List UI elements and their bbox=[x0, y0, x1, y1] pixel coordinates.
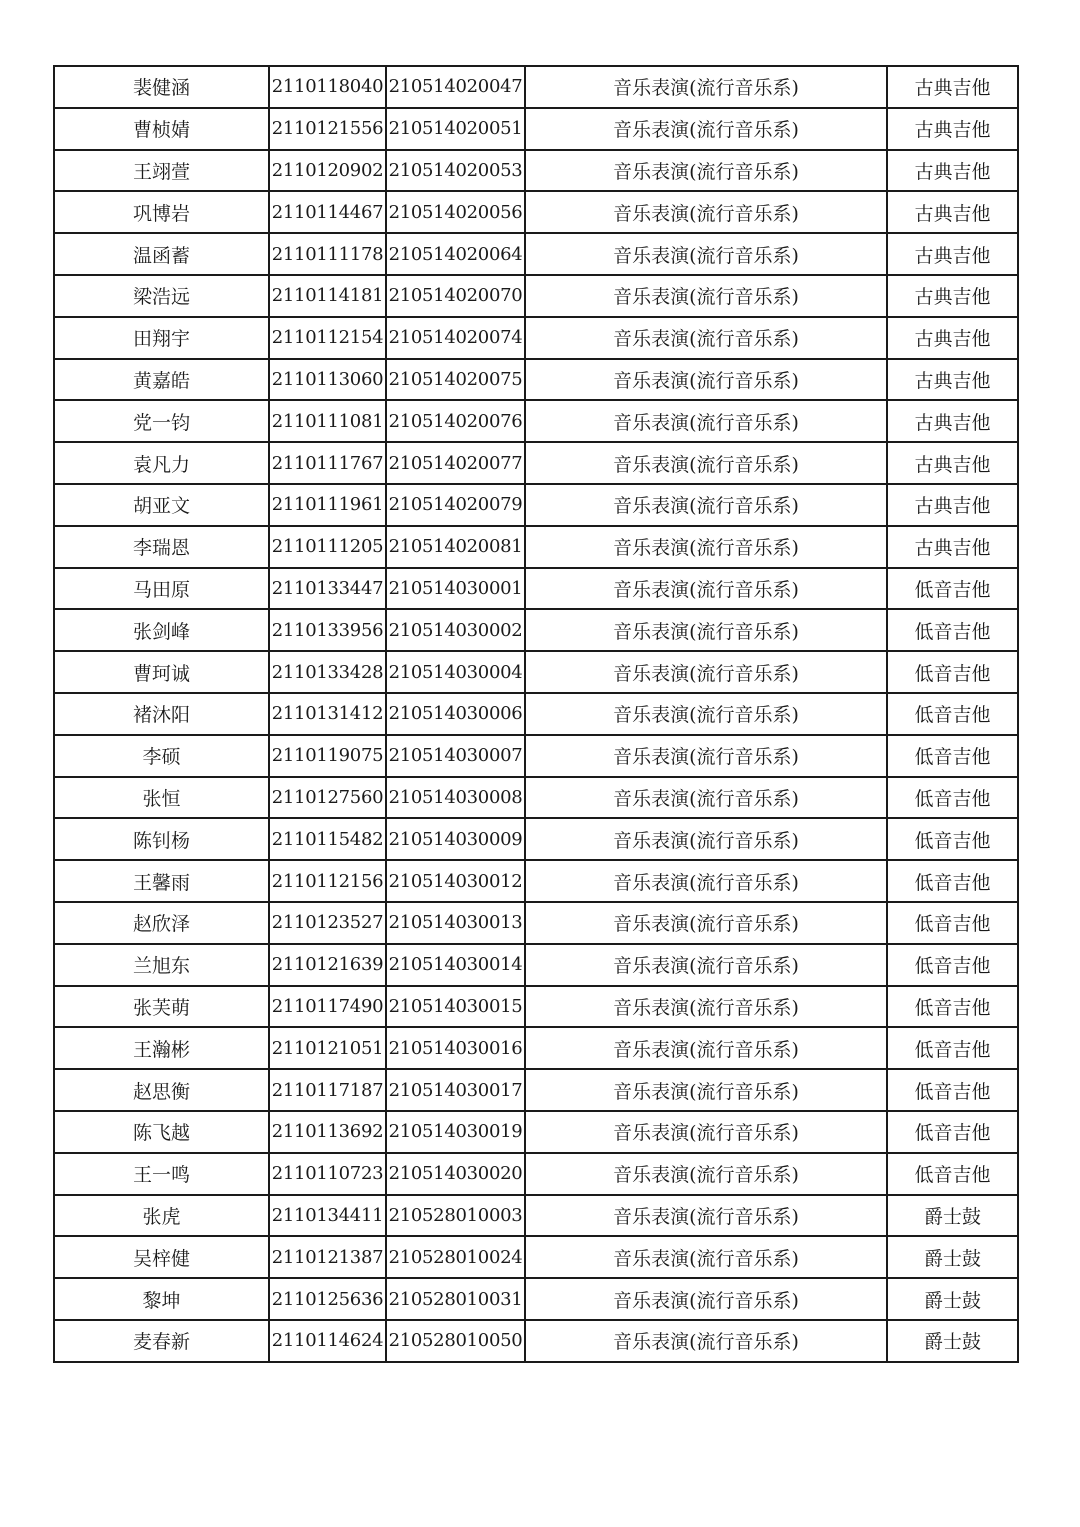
major-cell: 音乐表演(流行音乐系) bbox=[525, 1195, 887, 1237]
exam-id-cell: 2110114467 bbox=[269, 191, 386, 233]
name-cell: 兰旭东 bbox=[54, 944, 269, 986]
exam-id-cell: 2110111205 bbox=[269, 526, 386, 568]
instrument-cell: 低音吉他 bbox=[887, 568, 1018, 610]
instrument-cell: 古典吉他 bbox=[887, 400, 1018, 442]
major-cell: 音乐表演(流行音乐系) bbox=[525, 1153, 887, 1195]
name-cell: 黄嘉皓 bbox=[54, 359, 269, 401]
instrument-cell: 低音吉他 bbox=[887, 1111, 1018, 1153]
major-cell: 音乐表演(流行音乐系) bbox=[525, 150, 887, 192]
table-row bbox=[54, 400, 1018, 442]
instrument-cell: 古典吉他 bbox=[887, 526, 1018, 568]
table-row bbox=[54, 693, 1018, 735]
candidate-id-cell: 210514020056 bbox=[386, 191, 525, 233]
candidate-id-cell: 210514030008 bbox=[386, 777, 525, 819]
name-cell: 巩博岩 bbox=[54, 191, 269, 233]
exam-id-cell: 2110113692 bbox=[269, 1111, 386, 1153]
table-row bbox=[54, 442, 1018, 484]
name-cell: 王瀚彬 bbox=[54, 1027, 269, 1069]
candidate-id-cell: 210514030013 bbox=[386, 902, 525, 944]
exam-id-cell: 2110117490 bbox=[269, 986, 386, 1028]
exam-id-cell: 2110131412 bbox=[269, 693, 386, 735]
table-row bbox=[54, 317, 1018, 359]
table-row bbox=[54, 568, 1018, 610]
table-row bbox=[54, 1278, 1018, 1320]
exam-id-cell: 2110120902 bbox=[269, 150, 386, 192]
name-cell: 麦春新 bbox=[54, 1320, 269, 1362]
table-row bbox=[54, 150, 1018, 192]
instrument-cell: 古典吉他 bbox=[887, 191, 1018, 233]
major-cell: 音乐表演(流行音乐系) bbox=[525, 860, 887, 902]
instrument-cell: 古典吉他 bbox=[887, 150, 1018, 192]
candidate-id-cell: 210514020074 bbox=[386, 317, 525, 359]
exam-id-cell: 2110117187 bbox=[269, 1069, 386, 1111]
instrument-cell: 古典吉他 bbox=[887, 317, 1018, 359]
major-cell: 音乐表演(流行音乐系) bbox=[525, 400, 887, 442]
exam-id-cell: 2110110723 bbox=[269, 1153, 386, 1195]
major-cell: 音乐表演(流行音乐系) bbox=[525, 818, 887, 860]
name-cell: 党一钧 bbox=[54, 400, 269, 442]
candidate-id-cell: 210514020076 bbox=[386, 400, 525, 442]
table-row bbox=[54, 1153, 1018, 1195]
major-cell: 音乐表演(流行音乐系) bbox=[525, 651, 887, 693]
major-cell: 音乐表演(流行音乐系) bbox=[525, 1320, 887, 1362]
name-cell: 张剑峰 bbox=[54, 609, 269, 651]
candidate-id-cell: 210514020053 bbox=[386, 150, 525, 192]
table-row bbox=[54, 108, 1018, 150]
table-row bbox=[54, 66, 1018, 108]
candidate-id-cell: 210528010031 bbox=[386, 1278, 525, 1320]
table-row bbox=[54, 609, 1018, 651]
exam-id-cell: 2110115482 bbox=[269, 818, 386, 860]
major-cell: 音乐表演(流行音乐系) bbox=[525, 1111, 887, 1153]
major-cell: 音乐表演(流行音乐系) bbox=[525, 233, 887, 275]
instrument-cell: 低音吉他 bbox=[887, 777, 1018, 819]
candidate-id-cell: 210514030001 bbox=[386, 568, 525, 610]
major-cell: 音乐表演(流行音乐系) bbox=[525, 484, 887, 526]
major-cell: 音乐表演(流行音乐系) bbox=[525, 609, 887, 651]
candidate-id-cell: 210528010003 bbox=[386, 1195, 525, 1237]
name-cell: 胡亚文 bbox=[54, 484, 269, 526]
candidate-id-cell: 210528010024 bbox=[386, 1236, 525, 1278]
exam-id-cell: 2110114624 bbox=[269, 1320, 386, 1362]
table-row bbox=[54, 526, 1018, 568]
instrument-cell: 低音吉他 bbox=[887, 860, 1018, 902]
table-row bbox=[54, 860, 1018, 902]
candidate-id-cell: 210514020051 bbox=[386, 108, 525, 150]
name-cell: 张恒 bbox=[54, 777, 269, 819]
table-row bbox=[54, 1111, 1018, 1153]
name-cell: 李瑞恩 bbox=[54, 526, 269, 568]
name-cell: 温函蓄 bbox=[54, 233, 269, 275]
name-cell: 曹珂诚 bbox=[54, 651, 269, 693]
table-row bbox=[54, 944, 1018, 986]
candidate-id-cell: 210514030015 bbox=[386, 986, 525, 1028]
candidate-id-cell: 210514030012 bbox=[386, 860, 525, 902]
name-cell: 田翔宇 bbox=[54, 317, 269, 359]
major-cell: 音乐表演(流行音乐系) bbox=[525, 275, 887, 317]
name-cell: 吴梓健 bbox=[54, 1236, 269, 1278]
major-cell: 音乐表演(流行音乐系) bbox=[525, 735, 887, 777]
name-cell: 李硕 bbox=[54, 735, 269, 777]
name-cell: 赵思衡 bbox=[54, 1069, 269, 1111]
instrument-cell: 低音吉他 bbox=[887, 609, 1018, 651]
exam-id-cell: 2110112156 bbox=[269, 860, 386, 902]
table-row bbox=[54, 1320, 1018, 1362]
table-row bbox=[54, 651, 1018, 693]
table-row bbox=[54, 1027, 1018, 1069]
candidate-id-cell: 210528010050 bbox=[386, 1320, 525, 1362]
admission-table bbox=[53, 65, 1019, 1363]
major-cell: 音乐表演(流行音乐系) bbox=[525, 359, 887, 401]
instrument-cell: 古典吉他 bbox=[887, 442, 1018, 484]
name-cell: 赵欣泽 bbox=[54, 902, 269, 944]
instrument-cell: 古典吉他 bbox=[887, 359, 1018, 401]
instrument-cell: 古典吉他 bbox=[887, 233, 1018, 275]
candidate-id-cell: 210514030004 bbox=[386, 651, 525, 693]
major-cell: 音乐表演(流行音乐系) bbox=[525, 777, 887, 819]
instrument-cell: 爵士鼓 bbox=[887, 1236, 1018, 1278]
major-cell: 音乐表演(流行音乐系) bbox=[525, 1236, 887, 1278]
exam-id-cell: 2110123527 bbox=[269, 902, 386, 944]
table-row bbox=[54, 986, 1018, 1028]
major-cell: 音乐表演(流行音乐系) bbox=[525, 66, 887, 108]
exam-id-cell: 2110125636 bbox=[269, 1278, 386, 1320]
major-cell: 音乐表演(流行音乐系) bbox=[525, 568, 887, 610]
name-cell: 张虎 bbox=[54, 1195, 269, 1237]
table-row bbox=[54, 902, 1018, 944]
candidate-id-cell: 210514020064 bbox=[386, 233, 525, 275]
exam-id-cell: 2110121387 bbox=[269, 1236, 386, 1278]
name-cell: 褚沐阳 bbox=[54, 693, 269, 735]
candidate-id-cell: 210514030020 bbox=[386, 1153, 525, 1195]
table-row bbox=[54, 191, 1018, 233]
candidate-id-cell: 210514020077 bbox=[386, 442, 525, 484]
major-cell: 音乐表演(流行音乐系) bbox=[525, 902, 887, 944]
instrument-cell: 低音吉他 bbox=[887, 1153, 1018, 1195]
exam-id-cell: 2110111961 bbox=[269, 484, 386, 526]
major-cell: 音乐表演(流行音乐系) bbox=[525, 1278, 887, 1320]
exam-id-cell: 2110111081 bbox=[269, 400, 386, 442]
exam-id-cell: 2110114181 bbox=[269, 275, 386, 317]
exam-id-cell: 2110121051 bbox=[269, 1027, 386, 1069]
name-cell: 王一鸣 bbox=[54, 1153, 269, 1195]
exam-id-cell: 2110113060 bbox=[269, 359, 386, 401]
instrument-cell: 低音吉他 bbox=[887, 1069, 1018, 1111]
instrument-cell: 低音吉他 bbox=[887, 944, 1018, 986]
exam-id-cell: 2110121556 bbox=[269, 108, 386, 150]
candidate-id-cell: 210514030009 bbox=[386, 818, 525, 860]
major-cell: 音乐表演(流行音乐系) bbox=[525, 526, 887, 568]
table-row bbox=[54, 359, 1018, 401]
major-cell: 音乐表演(流行音乐系) bbox=[525, 1027, 887, 1069]
exam-id-cell: 2110118040 bbox=[269, 66, 386, 108]
major-cell: 音乐表演(流行音乐系) bbox=[525, 317, 887, 359]
instrument-cell: 低音吉他 bbox=[887, 902, 1018, 944]
major-cell: 音乐表演(流行音乐系) bbox=[525, 986, 887, 1028]
exam-id-cell: 2110111767 bbox=[269, 442, 386, 484]
instrument-cell: 低音吉他 bbox=[887, 986, 1018, 1028]
table-row bbox=[54, 484, 1018, 526]
instrument-cell: 低音吉他 bbox=[887, 818, 1018, 860]
candidate-id-cell: 210514020079 bbox=[386, 484, 525, 526]
candidate-id-cell: 210514030007 bbox=[386, 735, 525, 777]
exam-id-cell: 2110134411 bbox=[269, 1195, 386, 1237]
instrument-cell: 爵士鼓 bbox=[887, 1195, 1018, 1237]
candidate-id-cell: 210514030019 bbox=[386, 1111, 525, 1153]
table-row bbox=[54, 777, 1018, 819]
instrument-cell: 古典吉他 bbox=[887, 66, 1018, 108]
name-cell: 马田原 bbox=[54, 568, 269, 610]
instrument-cell: 低音吉他 bbox=[887, 693, 1018, 735]
name-cell: 黎坤 bbox=[54, 1278, 269, 1320]
major-cell: 音乐表演(流行音乐系) bbox=[525, 191, 887, 233]
major-cell: 音乐表演(流行音乐系) bbox=[525, 1069, 887, 1111]
major-cell: 音乐表演(流行音乐系) bbox=[525, 693, 887, 735]
table-row bbox=[54, 233, 1018, 275]
table-row bbox=[54, 1236, 1018, 1278]
instrument-cell: 低音吉他 bbox=[887, 651, 1018, 693]
candidate-id-cell: 210514020070 bbox=[386, 275, 525, 317]
name-cell: 陈钊杨 bbox=[54, 818, 269, 860]
instrument-cell: 古典吉他 bbox=[887, 484, 1018, 526]
table-body bbox=[54, 66, 1018, 1362]
major-cell: 音乐表演(流行音乐系) bbox=[525, 442, 887, 484]
table-row bbox=[54, 735, 1018, 777]
name-cell: 陈飞越 bbox=[54, 1111, 269, 1153]
candidate-id-cell: 210514020075 bbox=[386, 359, 525, 401]
candidate-id-cell: 210514030014 bbox=[386, 944, 525, 986]
instrument-cell: 古典吉他 bbox=[887, 108, 1018, 150]
name-cell: 袁凡力 bbox=[54, 442, 269, 484]
table-row bbox=[54, 818, 1018, 860]
exam-id-cell: 2110133428 bbox=[269, 651, 386, 693]
candidate-id-cell: 210514030002 bbox=[386, 609, 525, 651]
exam-id-cell: 2110133447 bbox=[269, 568, 386, 610]
name-cell: 王馨雨 bbox=[54, 860, 269, 902]
exam-id-cell: 2110121639 bbox=[269, 944, 386, 986]
exam-id-cell: 2110133956 bbox=[269, 609, 386, 651]
candidate-id-cell: 210514030016 bbox=[386, 1027, 525, 1069]
major-cell: 音乐表演(流行音乐系) bbox=[525, 944, 887, 986]
exam-id-cell: 2110111178 bbox=[269, 233, 386, 275]
name-cell: 王翊萱 bbox=[54, 150, 269, 192]
instrument-cell: 古典吉他 bbox=[887, 275, 1018, 317]
major-cell: 音乐表演(流行音乐系) bbox=[525, 108, 887, 150]
exam-id-cell: 2110112154 bbox=[269, 317, 386, 359]
instrument-cell: 低音吉他 bbox=[887, 1027, 1018, 1069]
exam-id-cell: 2110127560 bbox=[269, 777, 386, 819]
instrument-cell: 低音吉他 bbox=[887, 735, 1018, 777]
name-cell: 裴健涵 bbox=[54, 66, 269, 108]
candidate-id-cell: 210514030017 bbox=[386, 1069, 525, 1111]
name-cell: 张芙萌 bbox=[54, 986, 269, 1028]
candidate-id-cell: 210514030006 bbox=[386, 693, 525, 735]
table-row bbox=[54, 1069, 1018, 1111]
instrument-cell: 爵士鼓 bbox=[887, 1320, 1018, 1362]
exam-id-cell: 2110119075 bbox=[269, 735, 386, 777]
instrument-cell: 爵士鼓 bbox=[887, 1278, 1018, 1320]
table-row bbox=[54, 275, 1018, 317]
table-row bbox=[54, 1195, 1018, 1237]
name-cell: 曹桢婧 bbox=[54, 108, 269, 150]
candidate-id-cell: 210514020081 bbox=[386, 526, 525, 568]
name-cell: 梁浩远 bbox=[54, 275, 269, 317]
candidate-id-cell: 210514020047 bbox=[386, 66, 525, 108]
